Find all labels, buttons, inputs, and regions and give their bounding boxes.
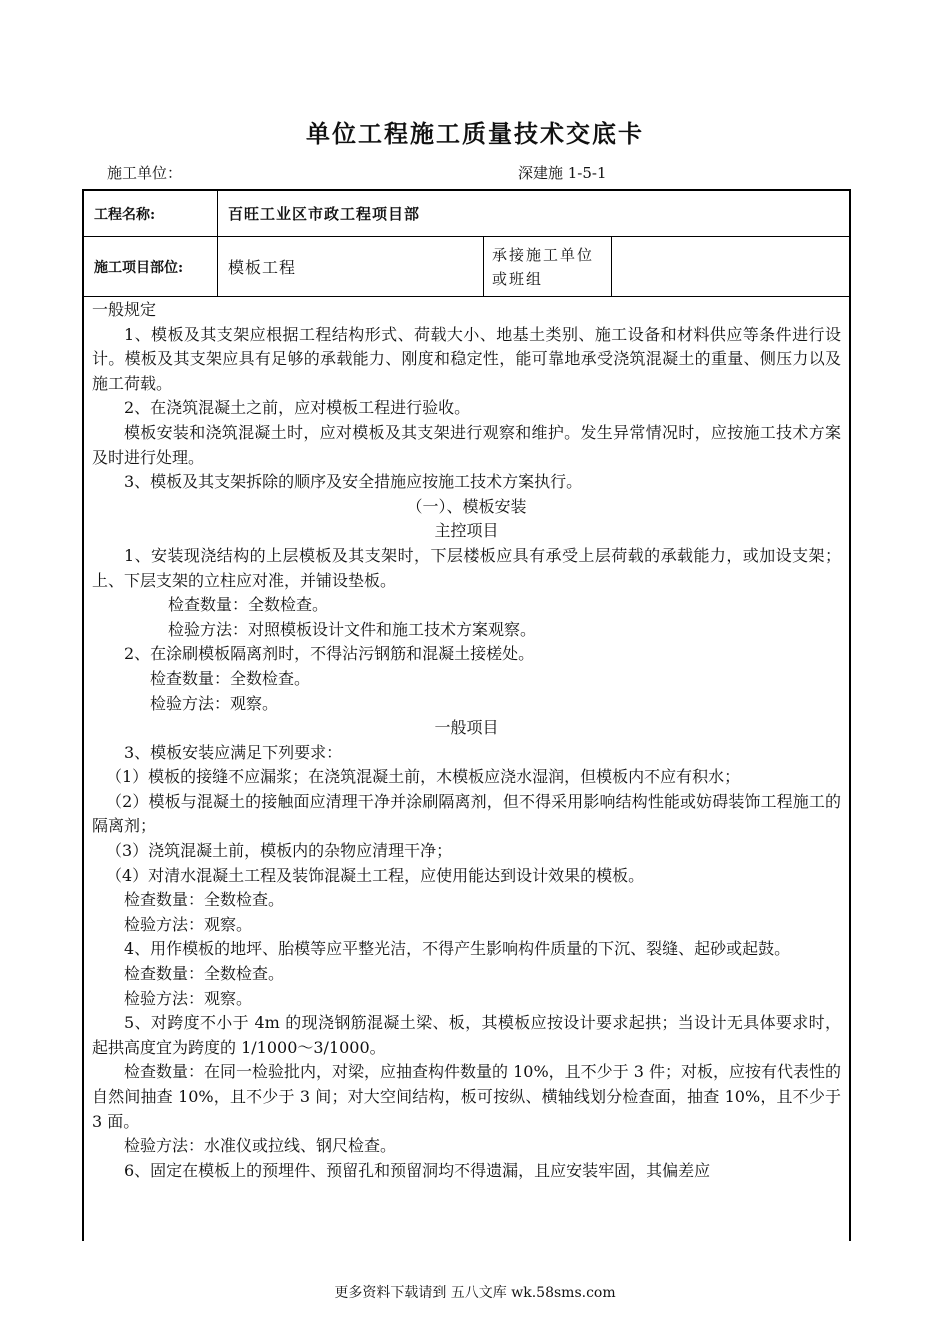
site-row (84, 237, 849, 297)
section-heading: 一般项目 (434, 718, 499, 738)
paragraph: 3、模板安装应满足下列要求： (124, 742, 343, 762)
paragraph: 3、模板及其支架拆除的顺序及安全措施应按施工技术方案执行。 (124, 472, 583, 492)
disclosure-table (82, 189, 851, 1241)
paragraph: 2、在涂刷模板隔离剂时，不得沾污钢筋和混凝土接槎处。 (124, 644, 535, 664)
section-heading: 主控项目 (434, 521, 499, 541)
project-name-label: 工程名称: (84, 191, 218, 236)
contractor-label: 承接施工单位或班组 (484, 237, 612, 296)
paragraph: 4、用作模板的地坪、胎模等应平整光洁，不得产生影响构件质量的下沉、裂缝、起砂或起鼓。 (124, 939, 791, 959)
document-title: 单位工程施工质量技术交底卡 (306, 119, 644, 148)
paragraph: （2）模板与混凝土的接触面应清理干净并涂刷隔离剂，但不得采用影响结构性能或妨碍装饰工程施工的隔离剂； (92, 791, 841, 836)
paragraph: 6、固定在模板上的预埋件、预留孔和预留洞均不得遗漏，且应安装牢固，其偏差应 (124, 1160, 711, 1180)
check-method: 检验方法：观察。 (124, 988, 253, 1008)
check-method: 检验方法：对照模板设计文件和施工技术方案观察。 (168, 619, 537, 639)
check-quantity: 检查数量：全数检查。 (124, 890, 285, 910)
site-label: 施工项目部位: (84, 237, 218, 296)
check-method: 检验方法：观察。 (124, 914, 253, 934)
paragraph: 2、在浇筑混凝土之前，应对模板工程进行验收。 (124, 398, 471, 418)
project-name-value: 百旺工业区市政工程项目部 (228, 205, 421, 223)
paragraph: （3）浇筑混凝土前，模板内的杂物应清理干净； (106, 841, 453, 861)
footer-download-link[interactable]: 更多资料下载请到 五八文库 wk.58sms.com (334, 1285, 616, 1301)
paragraph: 1、安装现浇结构的上层模板及其支架时，下层楼板应具有承受上层荷载的承载能力，或加设支架；上、下层支架的立柱应对准，并铺设垫板。 (92, 545, 841, 590)
check-method: 检验方法：水准仪或拉线、钢尺检查。 (124, 1136, 397, 1156)
check-quantity: 检查数量：在同一检验批内，对梁，应抽查构件数量的 10%，且不少于 3 件；对板，应按有代表性的自然间抽查 10%，且不少于 3 间；对大空间结构，板可按纵、横轴线划分检查面，抽查 10%，且不少于 3 面。 (92, 1062, 842, 1131)
check-quantity: 检查数量：全数检查。 (124, 964, 285, 984)
paragraph: 1、模板及其支架应根据工程结构形式、荷载大小、地基土类别、施工设备和材料供应等条件进行设计。模板及其支架应具有足够的承载能力、刚度和稳定性，能可靠地承受浇筑混凝土的重量、侧压力以及施工荷载。 (92, 324, 841, 393)
check-quantity: 检查数量：全数检查。 (168, 595, 329, 615)
form-code: 深建施 1-5-1 (518, 164, 607, 182)
section-heading: 一般规定 (92, 300, 157, 319)
paragraph: （4）对清水混凝土工程及装饰混凝土工程，应使用能达到设计效果的模板。 (106, 865, 645, 885)
paragraph: 5、对跨度不小于 4m 的现浇钢筋混凝土梁、板，其模板应按设计要求起拱；当设计无具体要求时，起拱高度宜为跨度的 1/1000～3/1000。 (92, 1013, 841, 1057)
construction-unit-label: 施工单位： (107, 164, 183, 182)
contractor-value (612, 237, 849, 296)
disclosure-content (92, 298, 841, 1183)
site-value: 模板工程 (218, 237, 484, 296)
check-quantity: 检查数量：全数检查。 (150, 668, 311, 688)
paragraph: 模板安装和浇筑混凝土时，应对模板及其支架进行观察和维护。发生异常情况时，应按施工技术方案及时进行处理。 (92, 422, 841, 467)
check-method: 检验方法：观察。 (150, 693, 279, 713)
section-heading: （一）、模板安装 (406, 496, 527, 516)
project-name-row (84, 191, 849, 237)
paragraph: （1）模板的接缝不应漏浆；在浇筑混凝土前，木模板应浇水湿润，但模板内不应有积水； (106, 767, 741, 787)
